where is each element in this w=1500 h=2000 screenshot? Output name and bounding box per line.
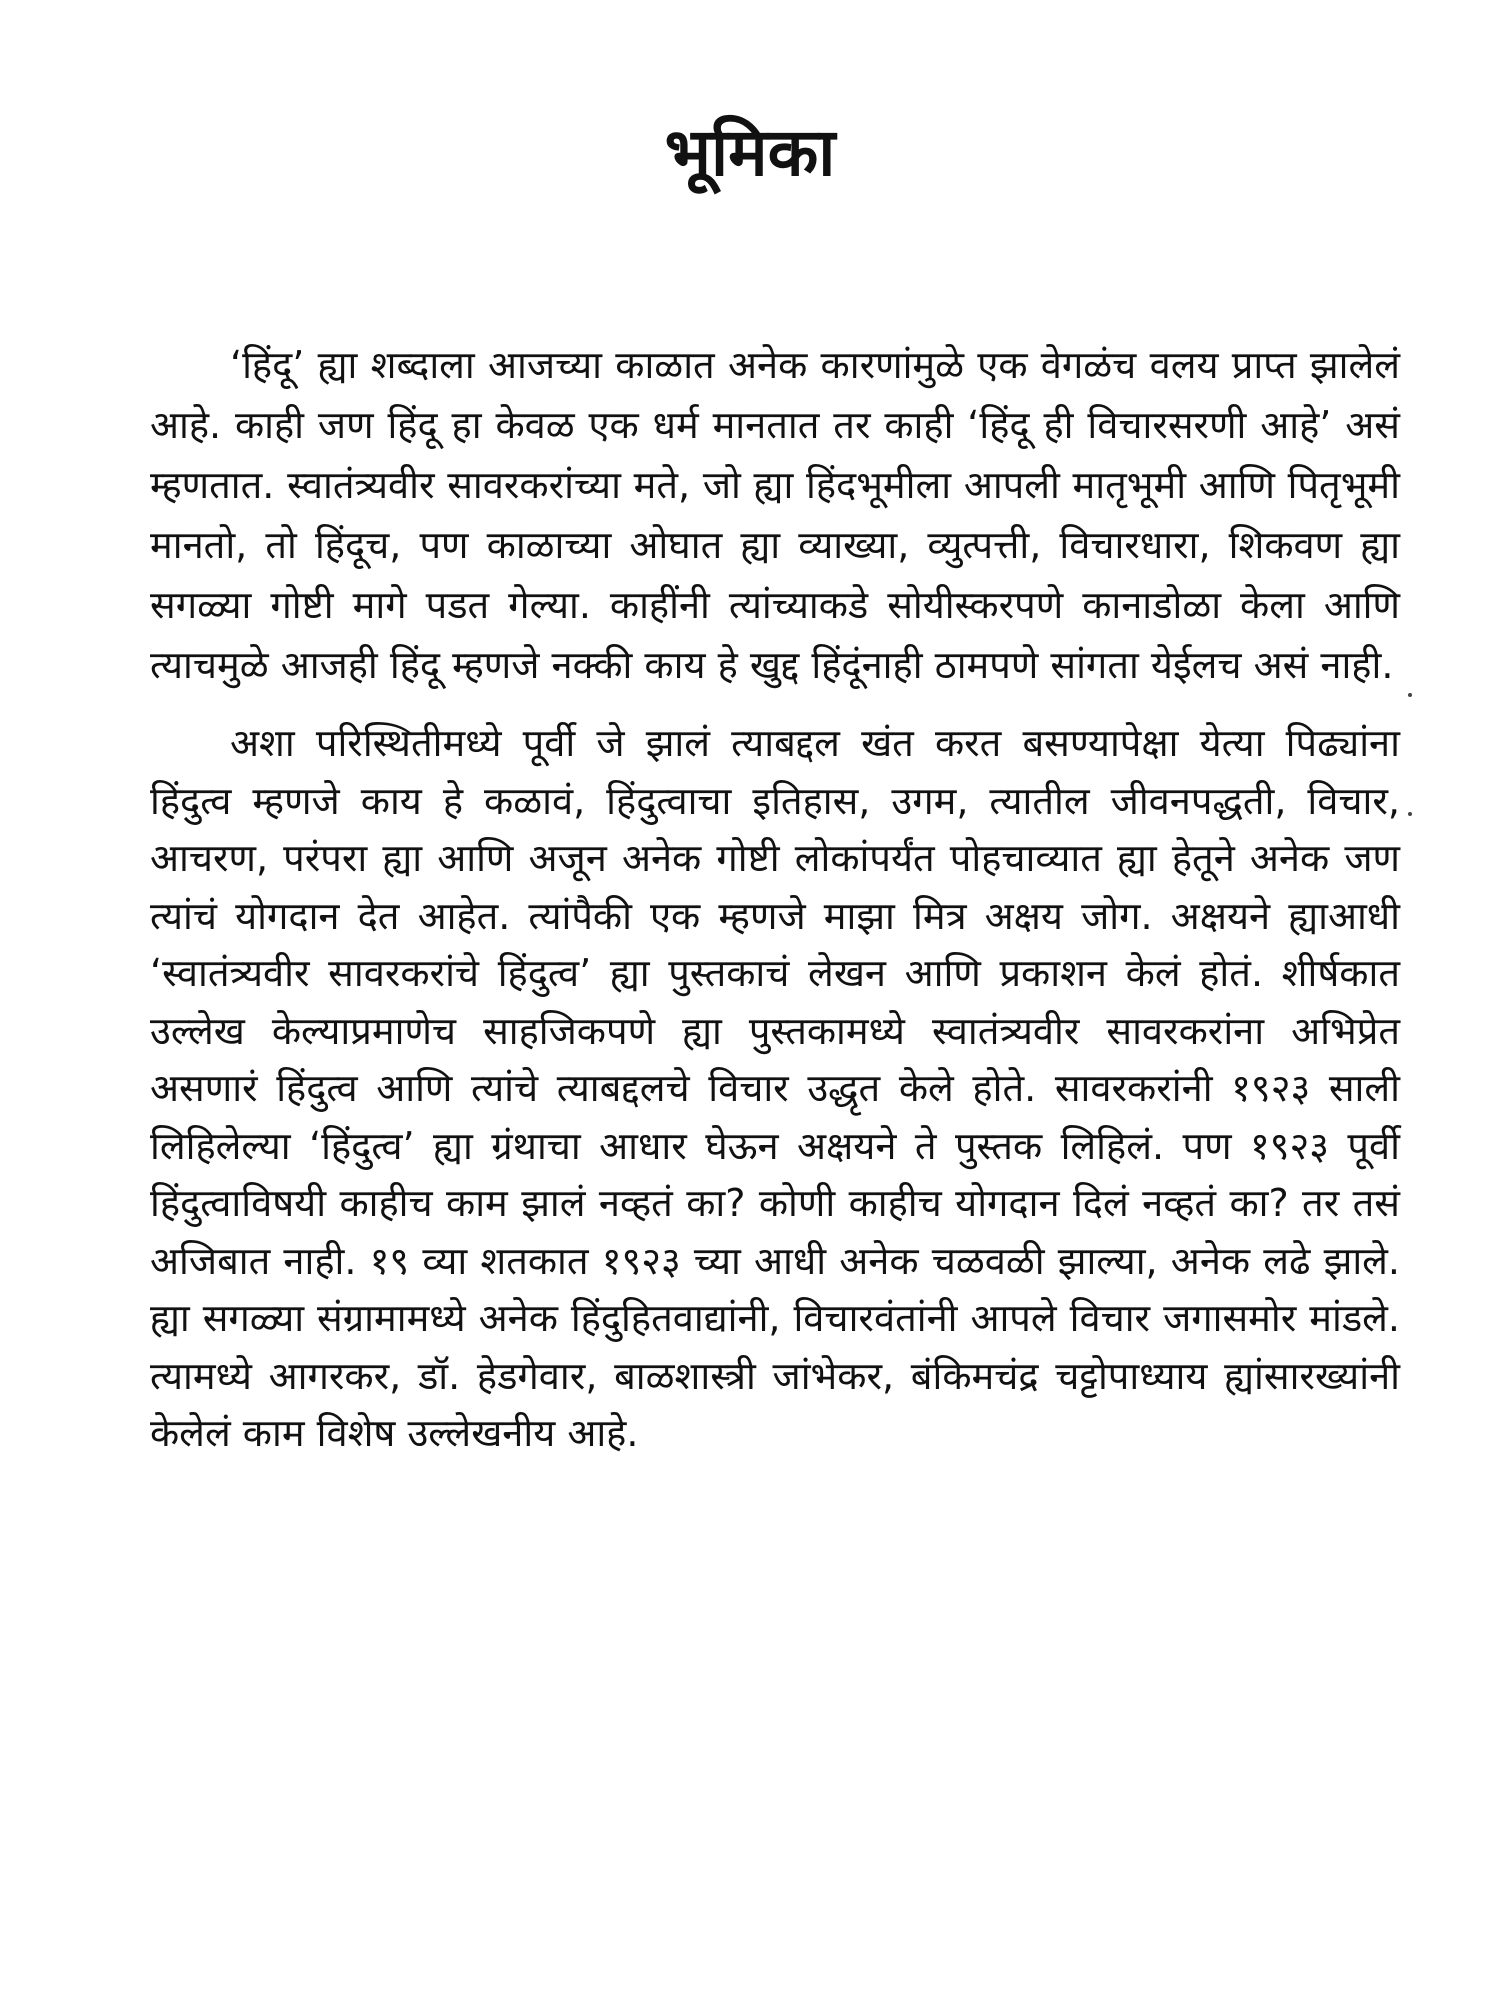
document-body <box>150 335 1400 1483</box>
paragraph-1: ‘हिंदू’ ह्या शब्दाला आजच्या काळात अनेक कारणांमुळे एक वेगळंच वलय प्राप्त झालेलं आहे. काही जण हिंदू हा केवळ एक धर्म मानतात तर काही ‘हिंदू ही विचारसरणी आहे’ असं म्हणतात. स्वातंत्र्यवीर सावरकरांच्या मते, जो ह्या हिंदभूमीला आपली मातृभूमी आणि पितृभूमी मानतो, तो हिंदूच, पण काळाच्या ओघात ह्या व्याख्या, व्युत्पत्ती, विचारधारा, शिकवण ह्या सगळ्या गोष्टी मागे पडत गेल्या. काहींनी त्यांच्याकडे सोयीस्करपणे कानाडोळा केला आणि त्याचमुळे आजही हिंदू म्हणजे नक्की काय हे खुद्द हिंदूंनाही ठामपणे सांगता येईलच असं नाही. <box>150 343 1400 687</box>
page-title: भूमिका <box>664 114 836 191</box>
paragraph-2: अशा परिस्थितीमध्ये पूर्वी जे झालं त्याबद्दल खंत करत बसण्यापेक्षा येत्या पिढ्यांना हिंदुत्व म्हणजे काय हे कळावं, हिंदुत्वाचा इतिहास, उगम, त्यातील जीवनपद्धती, विचार, आचरण, परंपरा ह्या आणि अजून अनेक गोष्टी लोकांपर्यंत पोहचाव्यात ह्या हेतूने अनेक जण त्यांचं योगदान देत आहेत. त्यांपैकी एक म्हणजे माझा मित्र अक्षय जोग. अक्षयने ह्याआधी ‘स्वातंत्र्यवीर सावरकरांचे हिंदुत्व’ ह्या पुस्तकाचं लेखन आणि प्रकाशन केलं होतं. शीर्षकात उल्लेख केल्याप्रमाणेच साहजिकपणे ह्या पुस्तकामध्ये स्वातंत्र्यवीर सावरकरांना अभिप्रेत असणारं हिंदुत्व आणि त्यांचे त्याबद्दलचे विचार उद्धृत केले होते. सावरकरांनी १९२३ साली लिहिलेल्या ‘हिंदुत्व’ ह्या ग्रंथाचा आधार घेऊन अक्षयने ते पुस्तक लिहिलं. पण १९२३ पूर्वी हिंदुत्वाविषयी काहीच काम झालं नव्हतं का? कोणी काहीच योगदान दिलं नव्हतं का? तर तसं अजिबात नाही. १९ व्या शतकात १९२३ च्या आधी अनेक चळवळी झाल्या, अनेक लढे झाले. ह्या सगळ्या संग्रामामध्ये अनेक हिंदुहितवाद्यांनी, विचारवंतांनी आपले विचार जगासमोर मांडले. त्यामध्ये आगरकर, डॉ. हेडगेवार, बाळशास्त्री जांभेकर, बंकिमचंद्र चट्टोपाध्याय ह्यांसारख्यांनी केलेलं काम विशेष उल्लेखनीय आहे. <box>150 721 1400 1455</box>
scan-speck <box>1408 812 1412 816</box>
scan-speck <box>1408 693 1412 697</box>
